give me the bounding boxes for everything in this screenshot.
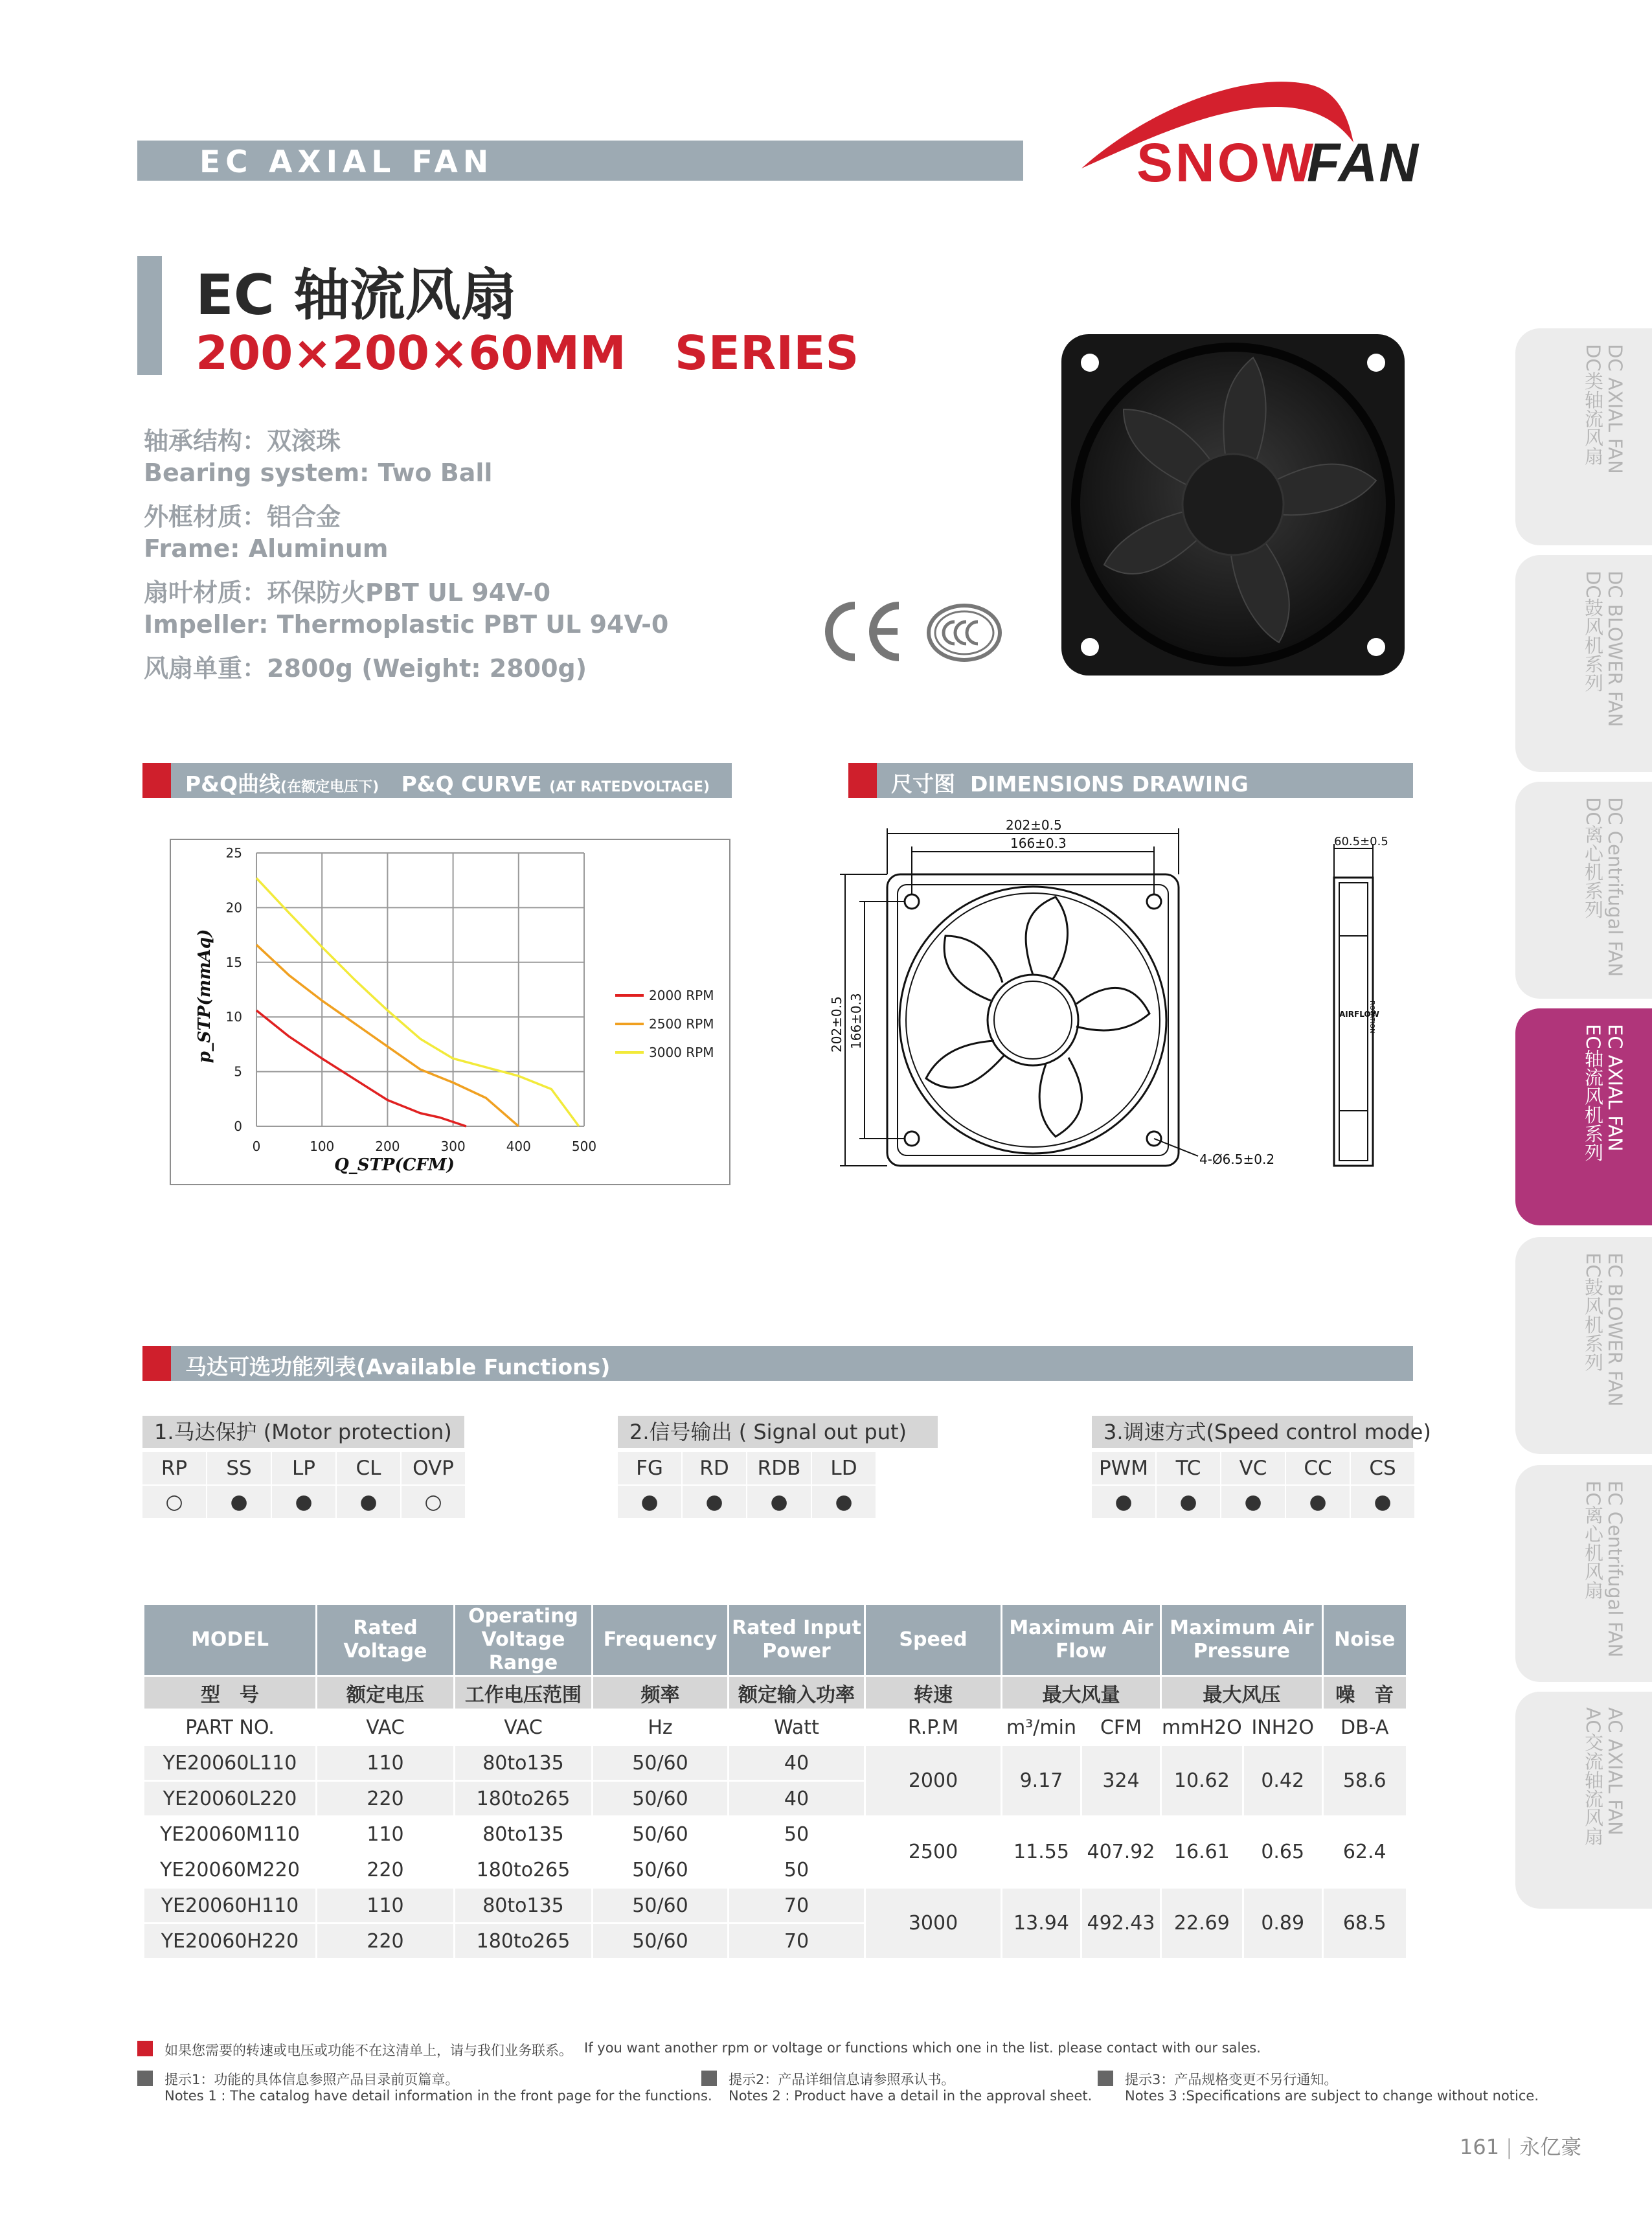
spec-frame-en: Frame: Aluminum [144,534,389,563]
chart-y-tick-label: 5 [234,1063,242,1080]
chart-x-axis-label: Q_STP(CFM) [334,1155,455,1175]
cell-noise: 68.5 [1322,1888,1407,1959]
motor-protection-group [142,1416,466,1519]
cell-speed: 2000 [865,1745,1002,1817]
dim-holes: 4-Ø6.5±0.2 [1199,1152,1275,1167]
chart-legend-label: 2000 RPM [649,988,714,1003]
cell-voltage: 110 [317,1888,455,1924]
unit-rpm: R.P.M [865,1710,1002,1745]
ccc-mark-icon [926,602,1002,663]
chart-x-tick-label: 400 [506,1139,531,1154]
cell-speed: 3000 [865,1888,1002,1959]
unit-m3min: m³/min [1002,1710,1081,1745]
chart-y-tick-label: 20 [225,900,242,916]
cell-speed: 2500 [865,1817,1002,1888]
cell-inh2o: 0.65 [1243,1817,1322,1888]
snowfan-logo [1075,71,1464,194]
func-mark: ● [337,1486,400,1518]
cell-voltage: 220 [317,1852,455,1888]
func-code: LD [812,1452,876,1484]
note2-cn: 提示2：产品详细信息请参照承认书。 [729,2072,955,2087]
ce-mark-icon [821,599,905,664]
pq-section-header [142,763,732,798]
th-operating-range: Operating Voltage Range [455,1604,593,1676]
functions-section-header [142,1346,1413,1381]
cell-range: 80to135 [455,1888,593,1924]
category-banner [137,141,1023,181]
spec-table [142,1603,1408,1960]
th-rated-power: Rated Input Power [729,1604,865,1676]
side-tab-cn: EC轴流风机系列 [1582,1024,1604,1162]
cell-model: YE20060M220 [144,1852,317,1888]
func-code: LP [272,1452,335,1484]
func-code: CC [1286,1452,1350,1484]
func-mark: ● [272,1486,335,1518]
cell-mmh2o: 10.62 [1161,1745,1243,1817]
side-tab-cn: EC鼓风机系列 [1582,1253,1604,1372]
th-cn-power: 额定输入功率 [729,1676,865,1710]
cell-range: 80to135 [455,1745,593,1781]
spec-weight: 风扇单重：2800g (Weight: 2800g) [144,654,587,683]
cell-voltage: 220 [317,1924,455,1959]
company-name: 永亿豪 [1519,2135,1582,2159]
pq-title-en-small: (AT RATEDVOLTAGE) [549,779,710,795]
th-rated-voltage: Rated Voltage [317,1604,455,1676]
cell-freq: 50/60 [593,1781,729,1817]
pq-title-cn-small: (在额定电压下) [280,779,379,795]
side-tab-cn: EC离心机风扇 [1582,1481,1604,1600]
cell-cfm: 324 [1081,1745,1161,1817]
chart-y-axis-label: p_STP(mmAq) [195,929,214,1063]
cell-model: YE20060M110 [144,1817,317,1852]
cell-voltage: 110 [317,1745,455,1781]
chart-x-tick-label: 300 [440,1139,466,1154]
side-tab-cn: DC鼓风机系列 [1582,571,1604,692]
side-tab-cn: DC离心机系列 [1582,797,1604,919]
category-banner-text: EC AXIAL FAN [199,144,494,180]
func-code: VC [1221,1452,1285,1484]
side-tab-en: DC BLOWER FAN [1604,571,1626,727]
cell-mmh2o: 16.61 [1161,1817,1243,1888]
cell-power: 40 [729,1745,865,1781]
th-cn-model: 型 号 [144,1676,317,1710]
cell-power: 70 [729,1888,865,1924]
cell-inh2o: 0.89 [1243,1888,1322,1959]
func-mark: ● [618,1486,681,1518]
dimensions-drawing [797,806,1444,1195]
signal-output-title: 2.信号输出 ( Signal out put) [618,1416,938,1448]
note-main-cn: 如果您需要的转速或电压或功能不在这清单上，请与我们业务联系。 [164,2043,572,2058]
func-mark: ● [812,1486,876,1518]
cell-noise: 62.4 [1322,1817,1407,1888]
functions-title: 马达可选功能列表(Available Functions) [185,1354,611,1380]
func-code: CS [1351,1452,1414,1484]
cell-freq: 50/60 [593,1745,729,1781]
cell-cfm: 492.43 [1081,1888,1161,1959]
chart-y-tick-label: 25 [225,845,242,861]
cell-range: 80to135 [455,1817,593,1852]
fan-product-photo [1059,332,1407,678]
cell-noise: 58.6 [1322,1745,1407,1817]
th-cn-freq: 频率 [593,1676,729,1710]
func-mark: ○ [142,1486,206,1518]
th-model: MODEL [144,1604,317,1676]
table-row [144,1888,1407,1924]
func-code: RD [683,1452,746,1484]
spec-frame-cn: 外框材质：铝合金 [144,503,341,531]
func-code: FG [618,1452,681,1484]
pq-curve-chart [170,839,730,1185]
spec-impeller-cn: 扇叶材质：环保防火PBT UL 94V-0 [144,578,551,607]
chart-legend-label: 3000 RPM [649,1045,714,1060]
func-mark: ○ [402,1486,465,1518]
func-mark: ● [1221,1486,1285,1518]
unit-watt: Watt [729,1710,865,1745]
th-cn-speed: 转速 [865,1676,1002,1710]
cell-power: 50 [729,1817,865,1852]
cell-freq: 50/60 [593,1817,729,1852]
func-code: RDB [747,1452,811,1484]
dims-title-en: DIMENSIONS DRAWING [969,771,1249,797]
page-title: EC 轴流风扇 [196,263,517,328]
side-tab-cn: DC类轴流风扇 [1582,344,1604,466]
func-mark: ● [1351,1486,1414,1518]
table-header-row [144,1604,1407,1676]
dim-overall-height: 202±0.5 [829,996,844,1052]
table-header-cn-row [144,1676,1407,1710]
page-number: 161 [1460,2135,1500,2159]
pq-chart-svg [171,840,732,1187]
table-row [144,1745,1407,1781]
chart-x-tick-label: 200 [375,1139,400,1154]
cell-mmh2o: 22.69 [1161,1888,1243,1959]
side-tab-en: AC AXIAL FAN [1604,1707,1626,1835]
th-cn-range: 工作电压范围 [455,1676,593,1710]
unit-dba: DB-A [1322,1710,1407,1745]
side-tab-en: EC AXIAL FAN [1604,1024,1626,1152]
pq-title-cn: P&Q曲线 [185,771,281,797]
cell-power: 40 [729,1781,865,1817]
dim-airflow-label: AIRFLOW [1339,1010,1379,1019]
side-tab-dc-blower[interactable] [1515,555,1652,772]
unit-vac-range: VAC [455,1710,593,1745]
side-tab-en: DC Centrifugal FAN [1604,797,1626,977]
side-tab-ec-axial[interactable] [1515,1008,1652,1225]
note1-cn: 提示1：功能的具体信息参照产品目录前页篇章。 [164,2072,459,2087]
unit-mmh2o: mmH2O [1161,1710,1243,1745]
th-cn-voltage: 额定电压 [317,1676,455,1710]
page-footer: 161 | 永亿豪 [1460,2135,1582,2159]
cell-m3min: 9.17 [1002,1745,1081,1817]
chart-series-line [256,878,579,1126]
side-tab-ec-blower[interactable] [1515,1237,1652,1454]
cell-model: YE20060H110 [144,1888,317,1924]
side-tab-en: DC AXIAL FAN [1604,344,1626,474]
note2-en: Notes 2 : Product have a detail in the approval sheet. [729,2088,1092,2104]
th-cn-noise: 噪 音 [1322,1676,1407,1710]
logo-wordmark-part2: FAN [1307,132,1420,193]
th-frequency: Frequency [593,1604,729,1676]
th-cn-pressure: 最大风压 [1161,1676,1323,1710]
cell-voltage: 110 [317,1817,455,1852]
chart-y-tick-label: 0 [234,1119,242,1134]
cell-m3min: 13.94 [1002,1888,1081,1959]
chart-legend-label: 2500 RPM [649,1016,714,1032]
side-tab-dc-centrifugal[interactable] [1515,782,1652,999]
dim-depth: 60.5±0.5 [1334,835,1388,848]
note1-en: Notes 1 : The catalog have detail information in the front page for the functions. [164,2088,712,2104]
cell-freq: 50/60 [593,1888,729,1924]
func-mark: ● [207,1486,271,1518]
func-mark: ● [683,1486,746,1518]
dim-rotation-label: ROTATION [1368,1001,1375,1034]
note-main-en: If you want another rpm or voltage or functions which one in the list. please contact with our sales. [584,2040,1261,2056]
func-code: SS [207,1452,271,1484]
spec-bearing-cn: 轴承结构：双滚珠 [144,427,341,455]
speed-control-title: 3.调速方式(Speed control mode) [1092,1416,1413,1448]
cell-model: YE20060L110 [144,1745,317,1781]
func-mark: ● [1157,1486,1220,1518]
func-mark: ● [1286,1486,1350,1518]
th-noise: Noise [1322,1604,1407,1676]
side-tab-ec-centrifugal[interactable] [1515,1465,1652,1682]
cell-cfm: 407.92 [1081,1817,1161,1888]
note-marker-red [137,2041,153,2056]
unit-inh2o: INH2O [1243,1710,1322,1745]
func-code: CL [337,1452,400,1484]
chart-y-tick-label: 15 [225,954,242,970]
note3-en: Notes 3 :Specifications are subject to change without notice. [1125,2088,1539,2104]
func-code: RP [142,1452,206,1484]
dimensions-section-header [848,763,1413,798]
side-tab-en: EC Centrifugal FAN [1604,1481,1626,1658]
func-mark: ● [1092,1486,1155,1518]
chart-y-tick-label: 10 [225,1009,242,1025]
dim-hole-spacing-w: 166±0.3 [1010,835,1067,851]
spec-impeller-en: Impeller: Thermoplastic PBT UL 94V-0 [144,610,669,639]
table-row [144,1817,1407,1852]
cell-freq: 50/60 [593,1924,729,1959]
note-marker [1098,2071,1113,2086]
cell-power: 70 [729,1924,865,1959]
spec-bearing-en: Bearing system: Two Ball [144,459,493,487]
unit-vac: VAC [317,1710,455,1745]
dim-overall-width: 202±0.5 [1006,817,1062,833]
speed-control-group [1092,1416,1431,1519]
logo-wordmark-part1: SNOW [1137,132,1317,193]
cell-range: 180to265 [455,1852,593,1888]
side-tab-cn: AC交流轴流风扇 [1582,1707,1604,1846]
cell-m3min: 11.55 [1002,1817,1081,1888]
dim-hole-spacing-h: 166±0.3 [848,993,864,1049]
cell-range: 180to265 [455,1924,593,1959]
func-code: OVP [402,1452,465,1484]
dims-title-cn: 尺寸图 [891,771,955,797]
th-air-flow: Maximum Air Flow [1002,1604,1161,1676]
chart-x-tick-label: 500 [571,1139,597,1154]
series-title: 200×200×60MM SERIES [196,326,859,380]
cell-range: 180to265 [455,1781,593,1817]
pq-title-en: P&Q CURVE [401,771,542,797]
side-tab-en: EC BLOWER FAN [1604,1253,1626,1407]
unit-hz: Hz [593,1710,729,1745]
cell-model: YE20060L220 [144,1781,317,1817]
chart-x-tick-label: 100 [310,1139,335,1154]
unit-cfm: CFM [1081,1710,1161,1745]
cell-model: YE20060H220 [144,1924,317,1959]
cell-freq: 50/60 [593,1852,729,1888]
note3-cn: 提示3：产品规格变更不另行通知。 [1125,2072,1338,2087]
note-marker [137,2071,153,2086]
side-tab-ac-axial[interactable] [1515,1692,1652,1909]
cell-power: 50 [729,1852,865,1888]
unit-part-no: PART NO. [144,1710,317,1745]
func-mark: ● [747,1486,811,1518]
cell-inh2o: 0.42 [1243,1745,1322,1817]
chart-x-tick-label: 0 [252,1139,261,1154]
table-units-row [144,1710,1407,1745]
title-accent-bar [137,256,162,375]
signal-output-group [618,1416,938,1519]
cell-voltage: 220 [317,1781,455,1817]
func-code: TC [1157,1452,1220,1484]
side-tab-dc-axial[interactable] [1515,328,1652,545]
th-speed: Speed [865,1604,1002,1676]
th-air-pressure: Maximum Air Pressure [1161,1604,1323,1676]
note-marker [701,2071,717,2086]
th-cn-flow: 最大风量 [1002,1676,1161,1710]
func-code: PWM [1092,1452,1155,1484]
motor-protection-title: 1.马达保护 (Motor protection) [142,1416,464,1448]
